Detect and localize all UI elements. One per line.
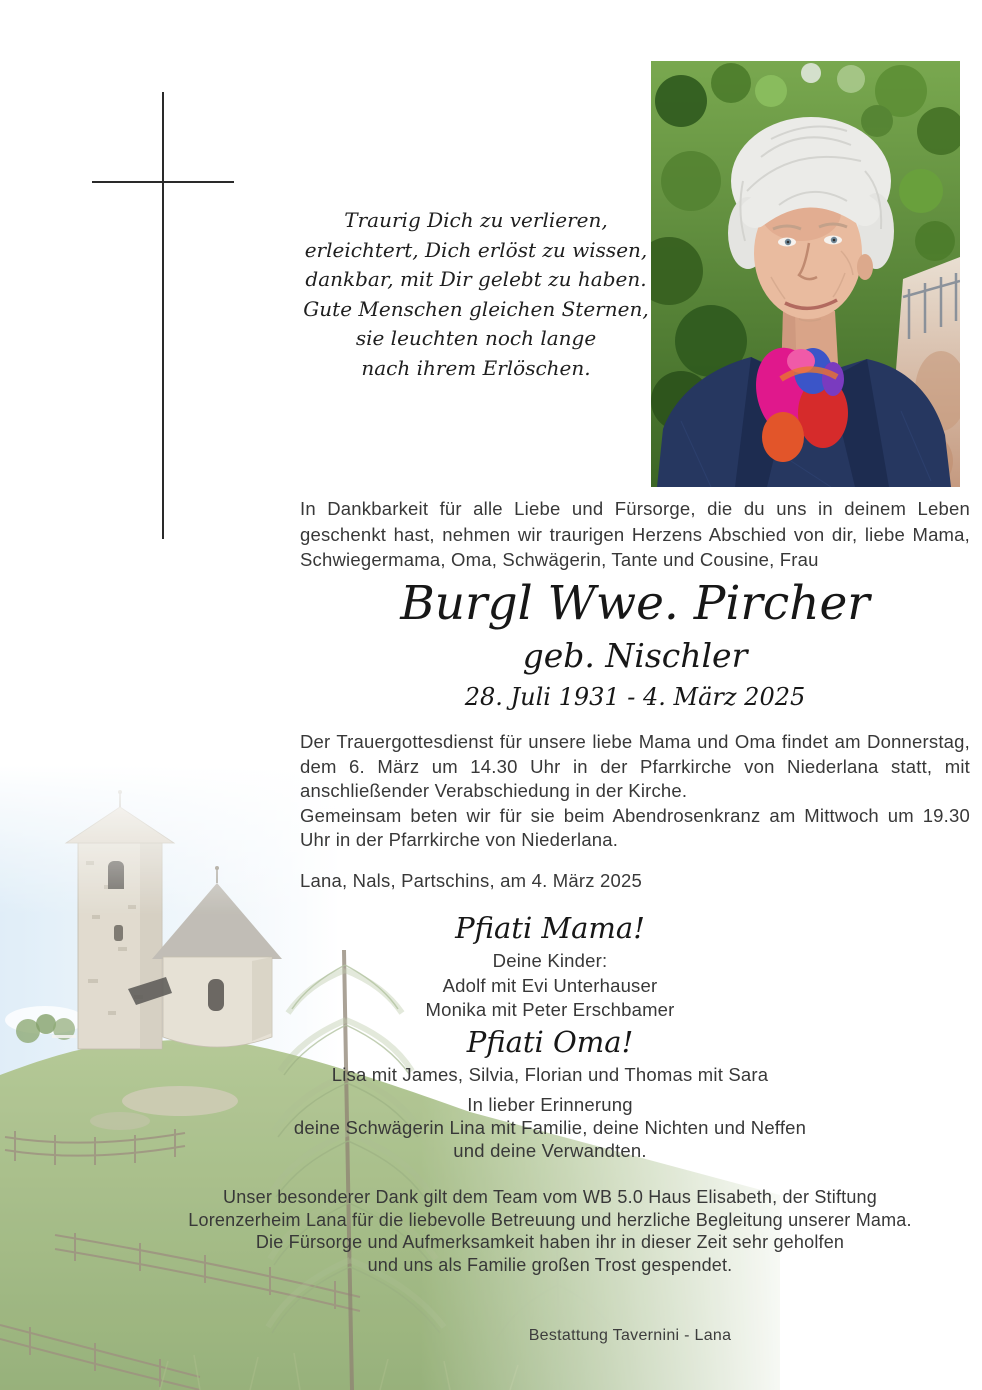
poem-line: sie leuchten noch lange <box>355 326 597 350</box>
acknowledgement-line: Unser besonderer Dank gilt dem Team vom WB 5.0 Haus Elisabeth, der Stiftung <box>223 1187 877 1207</box>
child-entry: Adolf mit Evi Unterhauser <box>442 974 658 996</box>
memorial-poem <box>256 206 696 383</box>
remembrance-line: und deine Verwandten. <box>453 1140 647 1161</box>
remembrance-line: deine Schwägerin Lina mit Familie, deine Nichten und Neffen <box>293 1117 807 1138</box>
remembrance-line: In lieber Erinnerung <box>467 1094 633 1115</box>
grandchildren-entry: Lisa mit James, Silvia, Florian und Thomas mit Sara <box>331 1064 769 1085</box>
place-date-line: Lana, Nals, Partschins, am 4. März 2025 <box>300 870 642 891</box>
farewell-oma-heading: Pfiati Oma! <box>466 1025 634 1059</box>
children-label: Deine Kinder: <box>492 950 608 971</box>
acknowledgement-line: und uns als Familie großen Trost gespendet. <box>367 1254 733 1275</box>
poem-line: erleichtert, Dich erlöst zu wissen, <box>304 237 648 262</box>
poem-line: nach ihrem Erlöschen. <box>361 355 591 380</box>
acknowledgement-line: Lorenzerheim Lana für die liebevolle Betreuung und herzliche Begleitung unserer Mama. <box>188 1209 912 1230</box>
poem-line: Gute Menschen gleichen Sternen, <box>303 296 649 321</box>
acknowledgement-line: Die Fürsorge und Aufmerksamkeit haben ihr in dieser Zeit sehr geholfen <box>255 1232 845 1252</box>
funeral-home-footer: Bestattung Tavernini - Lana <box>528 1327 732 1344</box>
intro-paragraph: In Dankbarkeit für alle Liebe und Fürsorge, die du uns in deinem Leben geschenkt hast, nehmen wir traurigen Herzens Abschied von dir, liebe Mama, Schwiegermama, Oma, Schwägerin, Tante und Cousine, Frau <box>300 498 970 570</box>
deceased-name: Burgl Wwe. Pircher <box>400 576 870 631</box>
maiden-name: geb. Nischler <box>522 636 748 675</box>
children-list <box>130 949 970 1023</box>
poem-line: dankbar, mit Dir gelebt zu haben. <box>305 267 647 291</box>
rosary-paragraph: Gemeinsam beten wir für sie beim Abendrosenkranz am Mittwoch um 19.30 Uhr in der Pfarrkirche von Niederlana. <box>300 804 970 850</box>
portrait-photo <box>651 61 960 487</box>
acknowledgement-block <box>130 1186 970 1276</box>
child-entry: Monika mit Peter Erschbamer <box>425 999 675 1020</box>
poem-line: Traurig Dich zu verlieren, <box>344 208 608 232</box>
life-dates: 28. Juli 1931 - 4. März 2025 <box>464 683 806 711</box>
remembrance-block <box>130 1093 970 1162</box>
service-details <box>300 730 970 853</box>
service-paragraph: Der Trauergottesdienst für unsere liebe Mama und Oma findet am Donnerstag, dem 6. März um 14.30 Uhr in der Pfarrkirche von Niederlana statt, mit anschließender Verabschiedung in der Kirche. <box>300 731 970 801</box>
farewell-mama-heading: Pfiati Mama! <box>455 911 645 945</box>
